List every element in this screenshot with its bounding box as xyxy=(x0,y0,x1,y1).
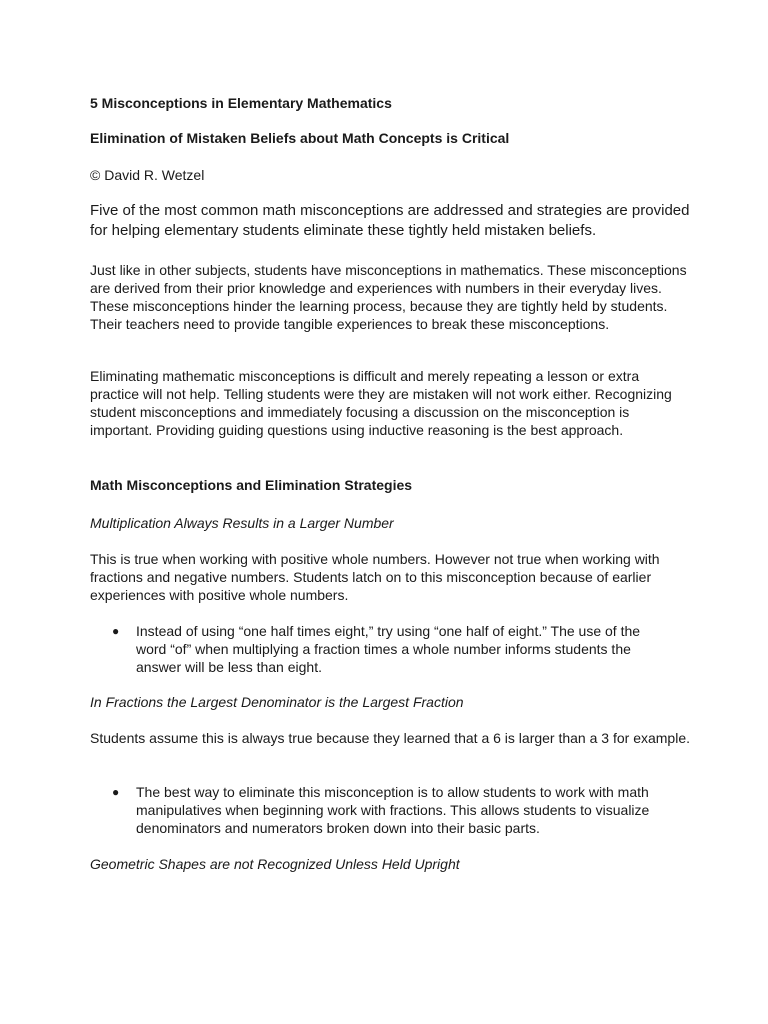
body-paragraph-2: Eliminating mathematic misconceptions is difficult and merely repeating a lesson or extra practice will not help. Telling students were they are mistaken will not work either. Recognizing student misconceptions and immediately focusing a discussion on the misconception is important. Providing guiding questions using inductive reasoning is the best approach. xyxy=(90,368,672,438)
misconception-text-1: This is true when working with positive whole numbers. However not true when working with fractions and negative numbers. Students latch on to this misconception because of earlier experiences with positive whole numbers. xyxy=(90,551,660,603)
body-paragraph-1: Just like in other subjects, students have misconceptions in mathematics. These misconceptions are derived from their prior knowledge and experiences with numbers in their everyday lives. These misconceptions hinder the learning process, because they are tightly held by students. Their teachers need to provide tangible experiences to break these misconceptions. xyxy=(90,262,687,332)
bullet-icon: ● xyxy=(112,785,120,799)
bullet-item-2 xyxy=(112,783,672,837)
intro-paragraph: Five of the most common math misconceptions are addressed and strategies are provided for helping elementary students eliminate these tightly held mistaken beliefs. xyxy=(90,202,690,239)
section-heading: Math Misconceptions and Elimination Strategies xyxy=(90,477,413,493)
bullet-icon: ● xyxy=(112,624,120,638)
document-title: 5 Misconceptions in Elementary Mathematics xyxy=(90,95,392,111)
bullet-text: Instead of using “one half times eight,” try using “one half of eight.” The use of the word “of” when multiplying a fraction times a whole number informs students the answer will be less than eight. xyxy=(136,623,641,675)
author-line: © David R. Wetzel xyxy=(90,167,205,183)
misconception-text-2: Students assume this is always true because they learned that a 6 is larger than a 3 for example. xyxy=(90,730,690,746)
misconception-heading-1: Multiplication Always Results in a Larger Number xyxy=(90,515,394,531)
bullet-text: The best way to eliminate this misconception is to allow students to work with math manipulatives when beginning work with fractions. This allows students to visualize denominators and numerators broken down into their basic parts. xyxy=(136,784,650,836)
misconception-heading-3: Geometric Shapes are not Recognized Unless Held Upright xyxy=(90,856,460,872)
document-subtitle: Elimination of Mistaken Beliefs about Math Concepts is Critical xyxy=(90,130,510,146)
bullet-item-1 xyxy=(112,622,672,676)
misconception-heading-2: In Fractions the Largest Denominator is the Largest Fraction xyxy=(90,694,464,710)
